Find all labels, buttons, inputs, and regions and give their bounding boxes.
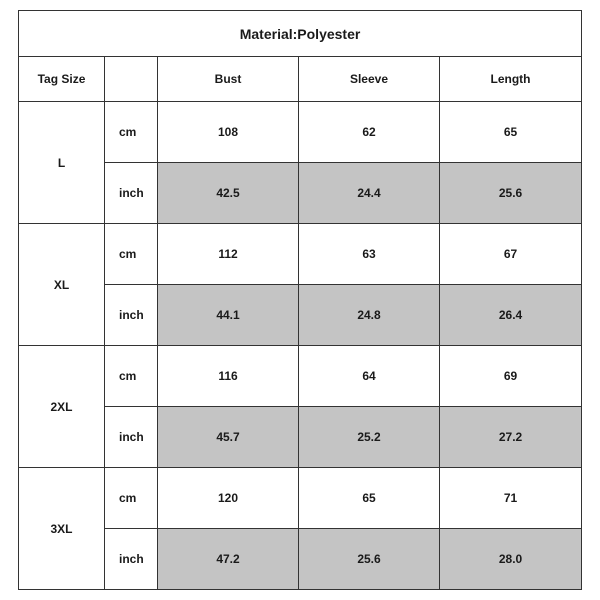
bust-value: 45.7: [158, 407, 299, 468]
unit-label: inch: [105, 407, 158, 468]
sleeve-value: 62: [299, 102, 440, 163]
sleeve-value: 63: [299, 224, 440, 285]
bust-value: 116: [158, 346, 299, 407]
sleeve-value: 25.2: [299, 407, 440, 468]
bust-value: 112: [158, 224, 299, 285]
size-label: L: [19, 102, 105, 224]
unit-label: cm: [105, 224, 158, 285]
unit-label: cm: [105, 102, 158, 163]
table-row: [19, 346, 582, 407]
length-value: 26.4: [440, 285, 582, 346]
size-chart-table: [18, 10, 582, 590]
sleeve-value: 25.6: [299, 529, 440, 590]
sleeve-value: 24.8: [299, 285, 440, 346]
bust-value: 42.5: [158, 163, 299, 224]
bust-value: 44.1: [158, 285, 299, 346]
unit-label: inch: [105, 285, 158, 346]
material-title: Material:Polyester: [19, 11, 582, 57]
header-row: [19, 57, 582, 102]
unit-label: cm: [105, 346, 158, 407]
size-label: 3XL: [19, 468, 105, 590]
table-row: [19, 224, 582, 285]
unit-label: cm: [105, 468, 158, 529]
length-value: 25.6: [440, 163, 582, 224]
header-length: Length: [440, 57, 582, 102]
header-bust: Bust: [158, 57, 299, 102]
length-value: 27.2: [440, 407, 582, 468]
sleeve-value: 24.4: [299, 163, 440, 224]
unit-label: inch: [105, 163, 158, 224]
header-tag-size: Tag Size: [19, 57, 105, 102]
size-label: 2XL: [19, 346, 105, 468]
title-row: [19, 11, 582, 57]
header-unit: [105, 57, 158, 102]
table-row: [19, 102, 582, 163]
bust-value: 120: [158, 468, 299, 529]
table-row: [19, 468, 582, 529]
length-value: 65: [440, 102, 582, 163]
length-value: 67: [440, 224, 582, 285]
length-value: 71: [440, 468, 582, 529]
sleeve-value: 64: [299, 346, 440, 407]
sleeve-value: 65: [299, 468, 440, 529]
header-sleeve: Sleeve: [299, 57, 440, 102]
unit-label: inch: [105, 529, 158, 590]
bust-value: 47.2: [158, 529, 299, 590]
length-value: 69: [440, 346, 582, 407]
length-value: 28.0: [440, 529, 582, 590]
bust-value: 108: [158, 102, 299, 163]
size-label: XL: [19, 224, 105, 346]
